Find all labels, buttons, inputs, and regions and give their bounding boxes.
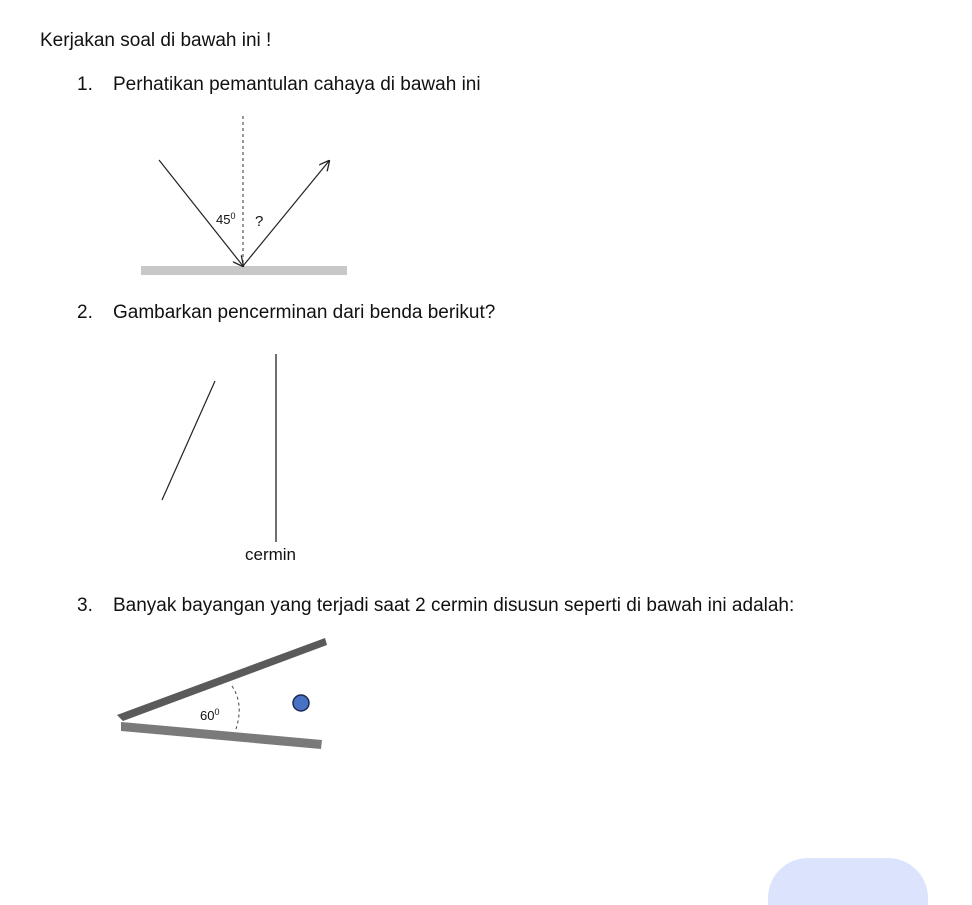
mirror-angle-label: $60^0$ [200, 707, 220, 723]
instruction-text: Kerjakan soal di bawah ini ! [40, 30, 272, 51]
question-text: Banyak bayangan yang terjadi saat 2 cermin disusun seperti di bawah ini adalah: [113, 595, 795, 616]
lower-mirror [121, 722, 322, 749]
question-2 [77, 302, 495, 324]
mirror-surface [141, 266, 347, 275]
question-number: 2. [77, 302, 93, 323]
question-text: Perhatikan pemantulan cahaya di bawah ini [113, 74, 481, 95]
floating-action-button[interactable] [768, 858, 928, 905]
angle-arc [232, 686, 239, 729]
question-number: 3. [77, 595, 93, 616]
mirror-label: cermin [245, 545, 297, 564]
question-number: 1. [77, 74, 93, 95]
unknown-angle-label: ? [255, 213, 264, 230]
object-line [162, 381, 215, 500]
question-3 [77, 595, 794, 617]
question-text: Gambarkan pencerminan dari benda berikut? [113, 302, 496, 323]
object-dot [293, 695, 309, 711]
angle-label: $45^0$ [216, 211, 236, 227]
